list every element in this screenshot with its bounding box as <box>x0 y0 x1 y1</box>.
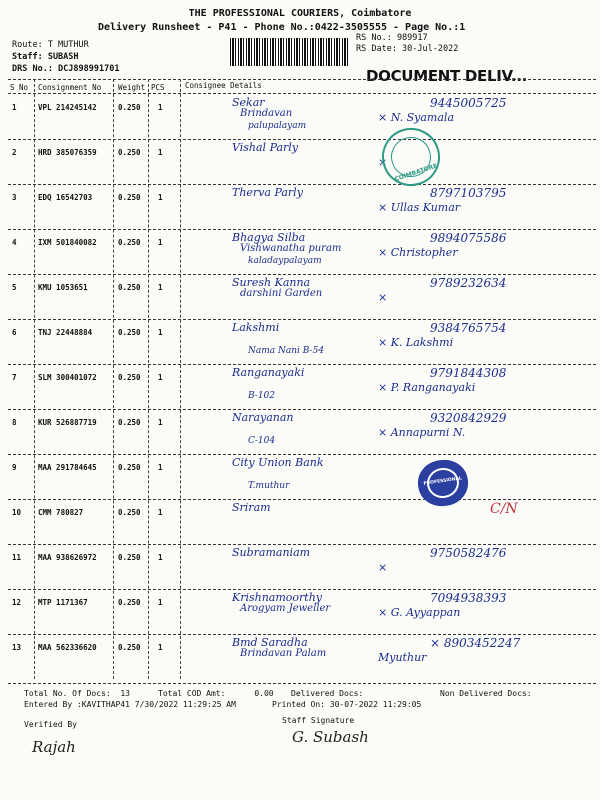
row-consignment-no: IXM 501840082 <box>38 238 97 247</box>
receiver-signature: × G. Ayyappan <box>378 606 461 619</box>
row-divider <box>8 364 596 365</box>
consignee-name: Suresh Kanna <box>232 276 311 289</box>
consignee-name: Vishal Parly <box>232 141 299 154</box>
consignee-area: C-104 <box>248 436 276 446</box>
row-weight: 0.250 <box>118 328 141 337</box>
receiver-phone: 8797103795 <box>430 186 507 200</box>
receiver-phone: 9750582476 <box>430 546 507 560</box>
receiver-signature: Myuthur <box>378 651 427 664</box>
row-weight: 0.250 <box>118 418 141 427</box>
consignee-area: T.muthur <box>248 481 290 491</box>
row-pcs: 1 <box>158 328 163 337</box>
receiver-signature: × Annapurni N. <box>378 426 466 439</box>
receiver-phone: 9791844308 <box>430 366 507 380</box>
row-consignment-no: CMM 780827 <box>38 508 84 517</box>
row-sno: 3 <box>12 193 17 202</box>
row-sno: 8 <box>12 418 17 427</box>
total-cod: Total COD Amt: 0.00 <box>158 689 274 698</box>
row-pcs: 1 <box>158 148 163 157</box>
receiver-phone: 9320842929 <box>430 411 507 425</box>
row-pcs: 1 <box>158 373 163 382</box>
route-label: Route: T MUTHUR <box>12 40 89 50</box>
row-pcs: 1 <box>158 103 163 112</box>
row-consignment-no: TNJ 22448884 <box>38 328 93 337</box>
row-consignment-no: MTP 1171367 <box>38 598 88 607</box>
consignee-name: Ranganayaki <box>232 366 305 379</box>
rs-number: RS No.: 989917 <box>356 33 428 43</box>
consignee-area: Nama Nani B-54 <box>248 346 325 356</box>
row-pcs: 1 <box>158 508 163 517</box>
row-consignment-no: MAA 938626972 <box>38 553 97 562</box>
entered-by: Entered By :KAVITHAP41 7/30/2022 11:29:25 AM <box>24 700 236 709</box>
row-weight: 0.250 <box>118 238 141 247</box>
row-divider <box>8 589 596 590</box>
row-pcs: 1 <box>158 643 163 652</box>
receiver-phone: 7094938393 <box>430 591 507 605</box>
row-sno: 4 <box>12 238 17 247</box>
row-weight: 0.250 <box>118 463 141 472</box>
row-divider <box>8 409 596 410</box>
seal-text: PROFESSIONAL <box>423 476 463 487</box>
row-consignment-no: MAA 562336620 <box>38 643 97 652</box>
receiver-phone: C/N <box>490 501 518 517</box>
receiver-signature: × <box>378 561 388 574</box>
row-consignment-no: EDQ 16542703 <box>38 193 93 202</box>
col-consignment: Consignment No <box>38 83 102 92</box>
consignee-name: Lakshmi <box>232 321 280 334</box>
row-pcs: 1 <box>158 283 163 292</box>
drs-number: DRS No.: DCJ898991701 <box>12 64 120 74</box>
consignee-address: Brindavan Palam <box>240 648 327 659</box>
row-pcs: 1 <box>158 418 163 427</box>
row-sno: 11 <box>12 553 22 562</box>
company-title: THE PROFESSIONAL COURIERS, Coimbatore <box>188 8 412 19</box>
staff-label: Staff: SUBASH <box>12 52 79 62</box>
runsheet-title: Delivery Runsheet - P41 - Phone No.:0422-3505555 - Page No.:1 <box>98 22 466 33</box>
receiver-phone: 9894075586 <box>430 231 507 245</box>
row-weight: 0.250 <box>118 103 141 112</box>
col-pcs: PCS <box>151 83 165 92</box>
row-divider <box>8 229 596 230</box>
consignee-area: kaladaypalayam <box>248 256 322 266</box>
consignee-address: Arogyam Jeweller <box>240 603 331 614</box>
col-sno: S No <box>10 83 29 92</box>
row-weight: 0.250 <box>118 643 141 652</box>
row-divider <box>8 454 596 455</box>
row-divider <box>8 634 596 635</box>
header-bottom-rule <box>8 93 596 94</box>
row-weight: 0.250 <box>118 553 141 562</box>
consignee-name: City Union Bank <box>232 456 324 469</box>
receiver-signature: × Christopher <box>378 246 458 259</box>
consignee-area: palupalayam <box>248 121 307 131</box>
row-pcs: 1 <box>158 193 163 202</box>
receiver-signature: × <box>378 156 388 169</box>
verified-signature: Rajah <box>32 738 76 756</box>
row-sno: 9 <box>12 463 17 472</box>
consignee-address: darshini Garden <box>240 288 323 299</box>
row-weight: 0.250 <box>118 283 141 292</box>
receiver-signature: × P. Ranganayaki <box>378 381 476 394</box>
consignee-area: B-102 <box>248 391 275 401</box>
staff-signature-label: Staff Signature <box>282 716 355 725</box>
col-weight: Weight <box>118 83 146 92</box>
row-sno: 2 <box>12 148 17 157</box>
row-divider <box>8 184 596 185</box>
consignee-name: Bhagya Silba <box>232 231 306 244</box>
row-pcs: 1 <box>158 598 163 607</box>
receiver-signature: × N. Syamala <box>378 111 455 124</box>
row-divider <box>8 319 596 320</box>
non-delivered-docs: Non Delivered Docs: <box>440 689 532 698</box>
row-pcs: 1 <box>158 238 163 247</box>
row-consignment-no: KUR 526887719 <box>38 418 97 427</box>
verified-by-label: Verified By <box>24 720 77 729</box>
consignee-address: Vishwanatha puram <box>240 243 342 254</box>
row-consignment-no: HRD 385076359 <box>38 148 97 157</box>
consignee-name: Bmd Saradha <box>232 636 308 649</box>
row-consignment-no: SLM 300401072 <box>38 373 97 382</box>
row-weight: 0.250 <box>118 148 141 157</box>
consignee-name: Sekar <box>232 96 265 109</box>
receiver-signature: × K. Lakshmi <box>378 336 454 349</box>
printed-on: Printed On: 30-07-2022 11:29:05 <box>272 700 422 709</box>
row-sno: 6 <box>12 328 17 337</box>
receiver-phone: 9445005725 <box>430 96 507 110</box>
consignee-name: Subramaniam <box>232 546 311 559</box>
receiver-signature: × <box>378 291 388 304</box>
row-sno: 1 <box>12 103 17 112</box>
row-weight: 0.250 <box>118 508 141 517</box>
consignee-name: Krishnamoorthy <box>232 591 323 604</box>
coimbatore-stamp <box>374 120 447 193</box>
row-consignment-no: KMU 1053651 <box>38 283 88 292</box>
row-pcs: 1 <box>158 553 163 562</box>
header-top-rule <box>8 79 596 80</box>
row-divider <box>8 139 596 140</box>
stamp-text: COIMBATORE <box>393 162 439 183</box>
row-sno: 12 <box>12 598 22 607</box>
consignee-name: Sriram <box>232 501 271 514</box>
row-divider <box>8 544 596 545</box>
row-sno: 10 <box>12 508 22 517</box>
row-sno: 7 <box>12 373 17 382</box>
consignee-address: Brindavan <box>240 108 293 119</box>
consignee-name: Therva Parly <box>232 186 303 199</box>
row-weight: 0.250 <box>118 193 141 202</box>
consignee-name: Narayanan <box>232 411 294 424</box>
row-weight: 0.250 <box>118 598 141 607</box>
row-sno: 5 <box>12 283 17 292</box>
receiver-phone: 9384765754 <box>430 321 507 335</box>
receiver-phone: × 8903452247 <box>430 636 521 650</box>
footer-rule <box>8 683 596 684</box>
row-consignment-no: VPL 214245142 <box>38 103 97 112</box>
row-divider <box>8 499 596 500</box>
barcode <box>230 38 348 66</box>
receiver-signature: × Ullas Kumar <box>378 201 461 214</box>
total-docs: Total No. Of Docs: 13 <box>24 689 130 698</box>
delivered-docs: Delivered Docs: <box>291 689 364 698</box>
row-consignment-no: MAA 291784645 <box>38 463 97 472</box>
row-weight: 0.250 <box>118 373 141 382</box>
rs-date: RS Date: 30-Jul-2022 <box>356 44 459 54</box>
receiver-phone: 9789232634 <box>430 276 507 290</box>
row-pcs: 1 <box>158 463 163 472</box>
document-delivery-title: DOCUMENT DELIV... <box>366 67 528 85</box>
row-sno: 13 <box>12 643 22 652</box>
col-consignee: Consignee Details <box>185 81 262 90</box>
row-divider <box>8 274 596 275</box>
professional-seal <box>415 457 471 510</box>
staff-signature: G. Subash <box>292 728 369 746</box>
